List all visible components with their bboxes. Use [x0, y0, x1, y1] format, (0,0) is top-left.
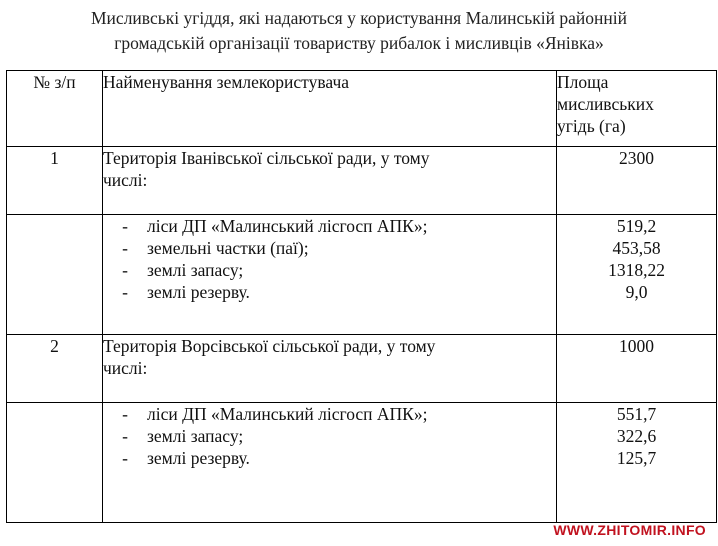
- area-value: 322,6: [616, 426, 657, 446]
- list-item: [103, 259, 556, 281]
- area-value: 551,7: [616, 404, 657, 424]
- breakdown-list: [103, 403, 557, 523]
- area-value: 9,0: [625, 282, 648, 302]
- table-row-breakdown: [7, 403, 717, 523]
- header-name: Найменування землекористувача: [103, 71, 557, 147]
- bullet: -: [122, 448, 128, 468]
- bullet: -: [122, 426, 128, 446]
- list-item: [103, 237, 556, 259]
- landholder-name-line: числі:: [103, 170, 148, 190]
- list-item-text: землі запасу;: [147, 260, 244, 280]
- document-title: [0, 6, 718, 56]
- breakdown-list: [103, 215, 557, 335]
- area-value: 453,58: [612, 238, 661, 258]
- table-row: [7, 335, 717, 403]
- bullet: -: [122, 404, 128, 424]
- bullet: -: [122, 238, 128, 258]
- table-header-row: [7, 71, 717, 147]
- header-number: № з/п: [7, 71, 103, 147]
- row-number: 2: [7, 335, 103, 403]
- list-item-text: ліси ДП «Малинський лісгосп АПК»;: [147, 404, 428, 424]
- empty-cell: [7, 403, 103, 523]
- list-item-text: землі резерву.: [147, 448, 250, 468]
- list-item-text: земельні частки (паї);: [147, 238, 309, 258]
- area-total: 1000: [557, 335, 717, 403]
- header-area: [557, 71, 717, 147]
- landholder-name-line: Територія Ворсівської сільської ради, у тому: [103, 336, 436, 356]
- area-value: 125,7: [616, 448, 657, 468]
- title-line-2: громадській організації товариству рибалок і мисливців «Янівка»: [114, 33, 604, 53]
- list-item: [103, 403, 556, 425]
- area-total: 2300: [557, 147, 717, 215]
- list-item: [103, 447, 556, 469]
- table-row: [7, 147, 717, 215]
- table-row-breakdown: [7, 215, 717, 335]
- header-area-line: Площа: [557, 72, 609, 92]
- title-line-1: Мисливські угіддя, які надаються у користування Малинській районній: [91, 8, 627, 28]
- row-number: 1: [7, 147, 103, 215]
- breakdown-values: [557, 403, 717, 523]
- breakdown-values: [557, 215, 717, 335]
- site-watermark: WWW.ZHITOMIR.INFO: [553, 522, 706, 538]
- list-item-text: ліси ДП «Малинський лісгосп АПК»;: [147, 216, 428, 236]
- header-area-line: мисливських: [557, 94, 654, 114]
- hunting-lands-table: [6, 70, 717, 523]
- landholder-name-line: числі:: [103, 358, 148, 378]
- list-item: [103, 215, 556, 237]
- list-item: [103, 281, 556, 303]
- empty-cell: [7, 215, 103, 335]
- bullet: -: [122, 282, 128, 302]
- bullet: -: [122, 260, 128, 280]
- list-item-text: землі запасу;: [147, 426, 244, 446]
- bullet: -: [122, 216, 128, 236]
- list-item-text: землі резерву.: [147, 282, 250, 302]
- header-area-line: угідь (га): [557, 116, 626, 136]
- list-item: [103, 425, 556, 447]
- landholder-name: [103, 147, 557, 215]
- landholder-name: [103, 335, 557, 403]
- area-value: 1318,22: [608, 260, 665, 280]
- landholder-name-line: Територія Іванівської сільської ради, у тому: [103, 148, 430, 168]
- area-value: 519,2: [616, 216, 657, 236]
